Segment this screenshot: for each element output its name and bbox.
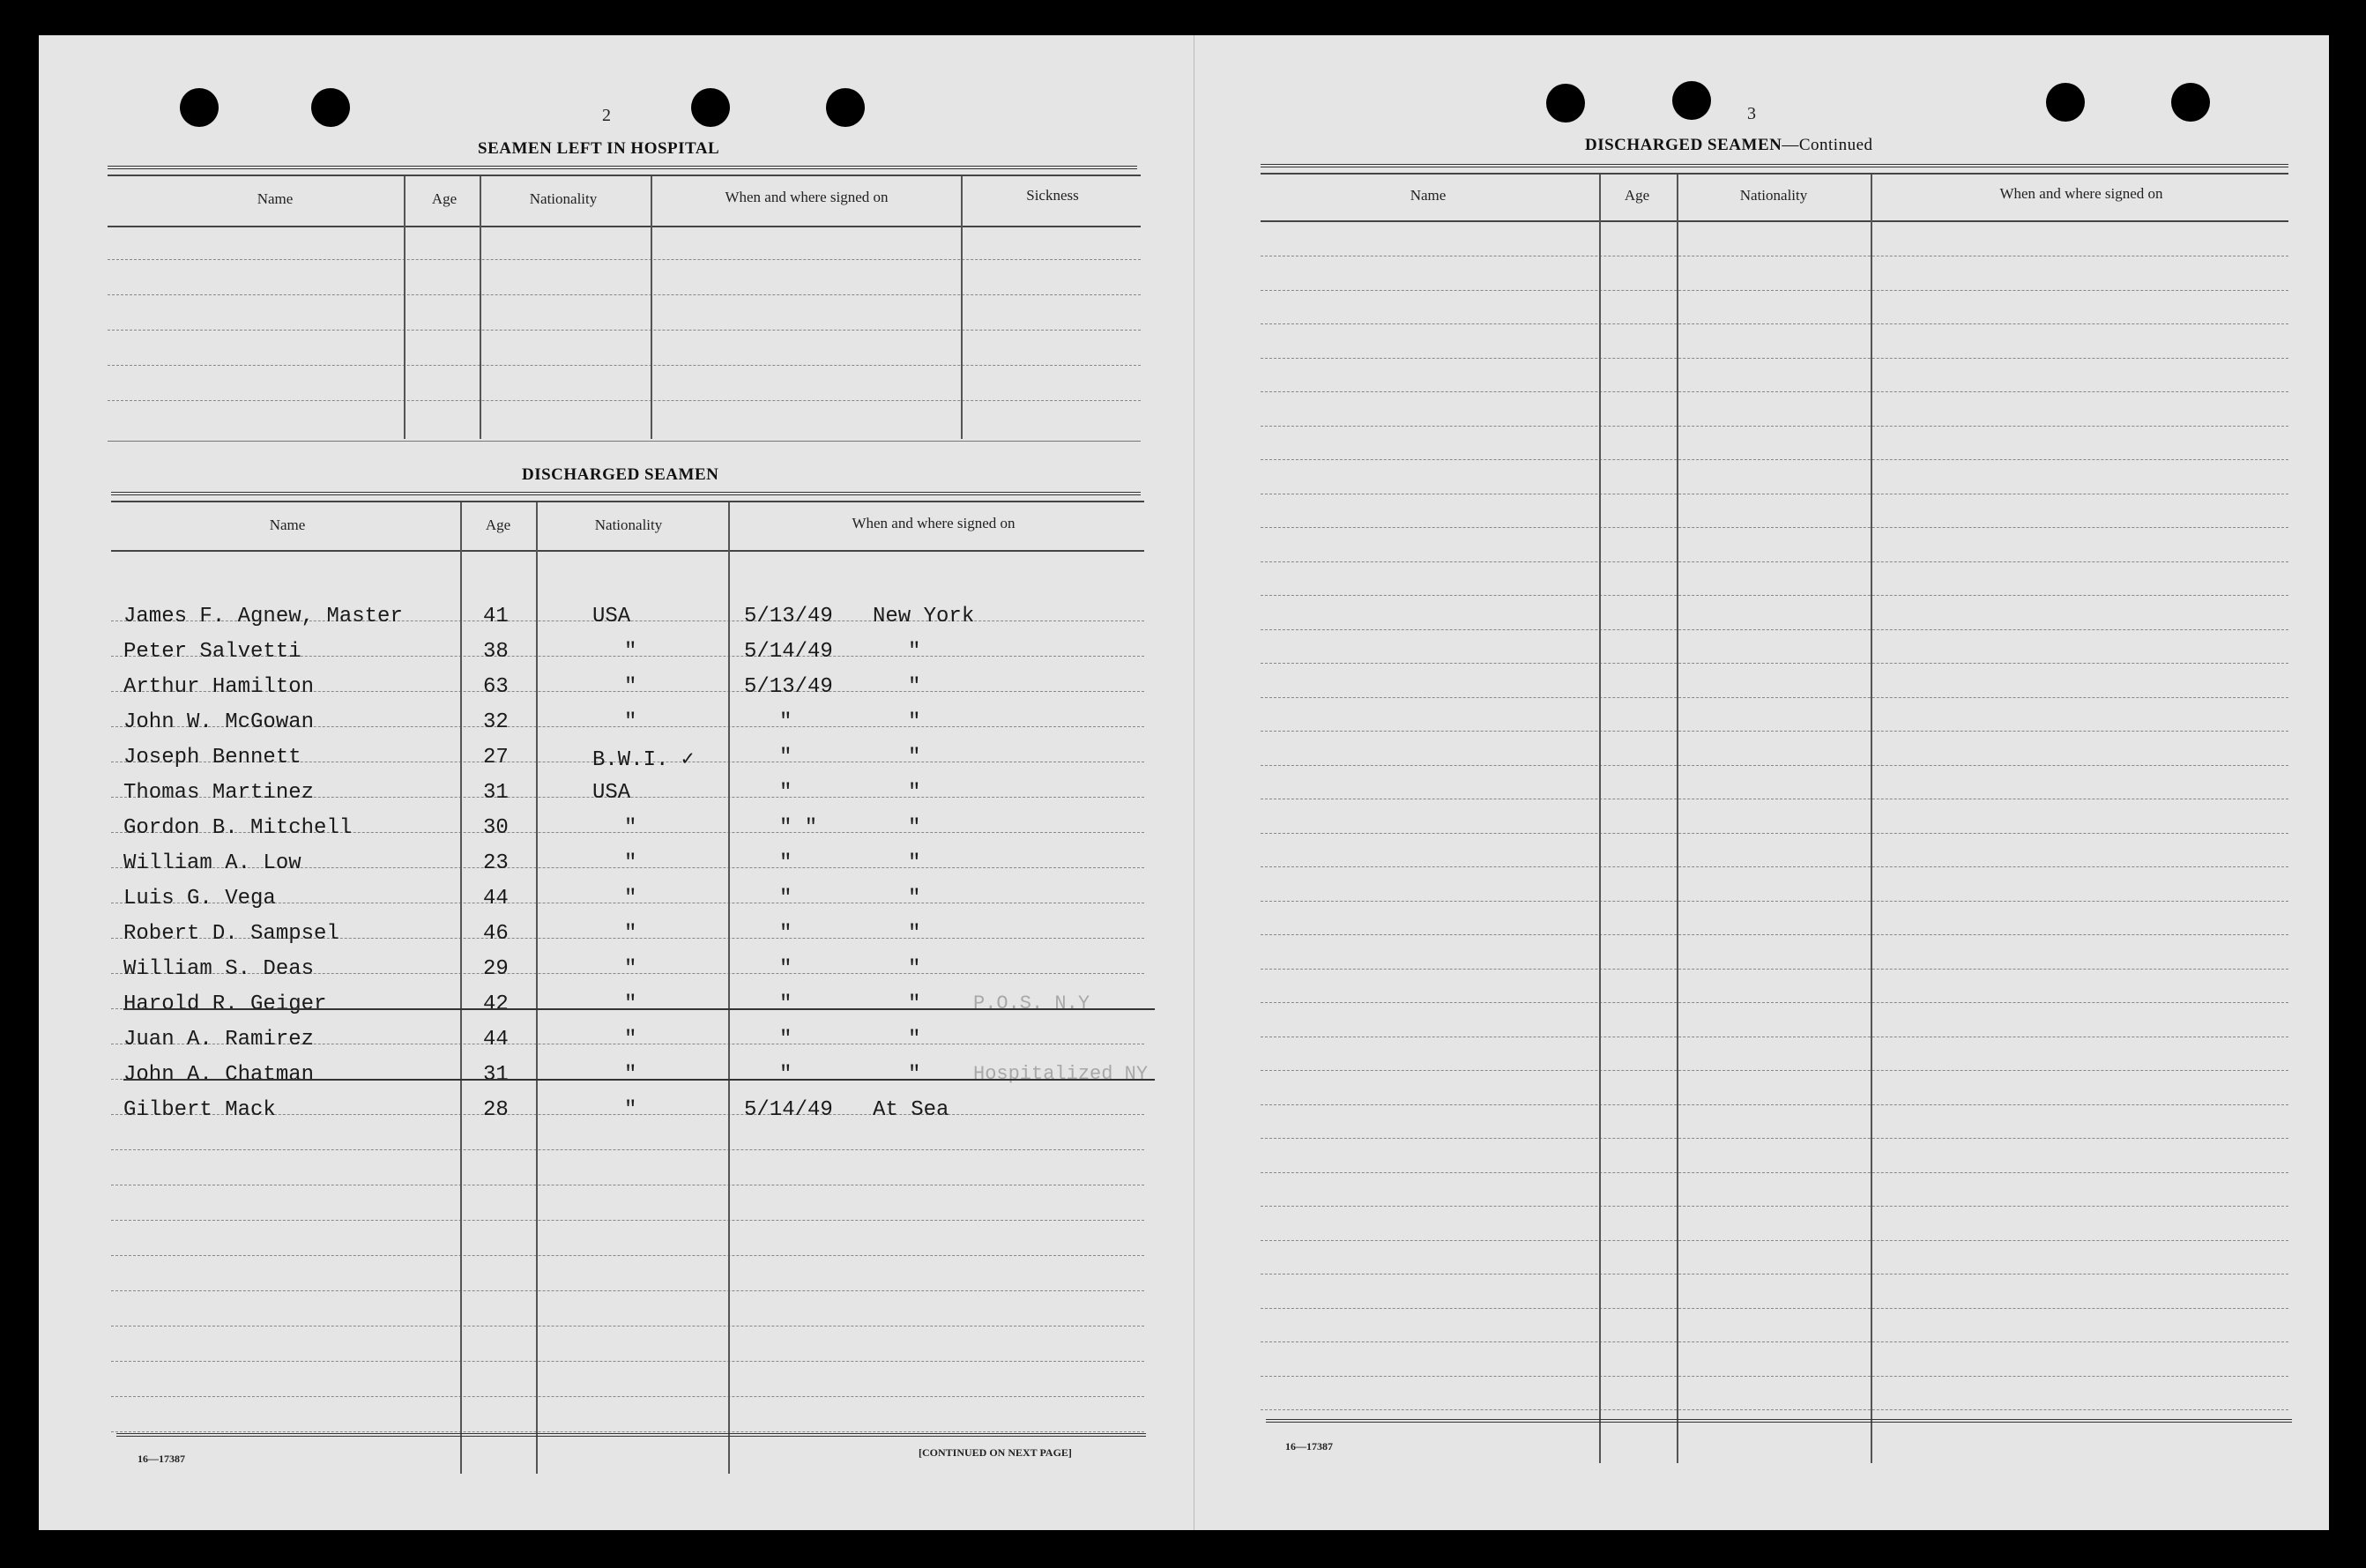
- seaman-age: 31: [483, 781, 509, 805]
- seaman-name: Gordon B. Mitchell: [123, 816, 353, 840]
- ruled-line: [111, 1220, 1144, 1221]
- ruled-line: [1261, 1172, 2288, 1173]
- ruled-line: [1261, 323, 2288, 324]
- seaman-nationality: B.W.I. ✓: [592, 748, 695, 772]
- signed-on-place: ": [908, 1063, 921, 1087]
- seaman-nationality: ": [624, 922, 637, 946]
- punch-hole: [311, 88, 350, 127]
- seaman-age: 42: [483, 992, 509, 1016]
- ruled-line: [1261, 765, 2288, 766]
- strikethrough-line: [123, 1008, 1155, 1010]
- ruled-line: [1261, 426, 2288, 427]
- ruled-line: [1261, 1138, 2288, 1139]
- seaman-age: 44: [483, 887, 509, 910]
- seaman-age: 29: [483, 957, 509, 981]
- signed-on-place: ": [908, 851, 921, 875]
- seaman-note: Hospitalized NY: [973, 1063, 1149, 1085]
- seaman-age: 32: [483, 710, 509, 734]
- ruled-line: [1261, 833, 2288, 834]
- ruled-line: [1261, 629, 2288, 630]
- hospital-col-age: Age: [431, 190, 458, 207]
- signed-on-date: ": [779, 922, 792, 946]
- ruled-line: [1261, 595, 2288, 596]
- right-section-title-main: DISCHARGED SEAMEN: [1585, 136, 1782, 154]
- ruled-line: [1261, 663, 2288, 664]
- seaman-nationality: ": [624, 640, 637, 664]
- right-col-signed-on: When and where signed on: [1999, 185, 2163, 202]
- ruled-line: [1261, 1206, 2288, 1207]
- seaman-name: Luis G. Vega: [123, 887, 276, 910]
- seaman-age: 38: [483, 640, 509, 664]
- ruled-line: [1261, 1409, 2288, 1410]
- right-section-title: [1585, 136, 1873, 155]
- signed-on-date: ": [779, 992, 792, 1016]
- signed-on-place: ": [908, 816, 921, 840]
- hospital-col-name: Name: [257, 190, 294, 207]
- seaman-nationality: USA: [592, 605, 631, 628]
- signed-on-date: 5/13/49: [744, 605, 833, 628]
- seaman-nationality: ": [624, 992, 637, 1016]
- seaman-name: William S. Deas: [123, 957, 315, 981]
- ruled-line: [111, 1431, 1144, 1432]
- seaman-age: 30: [483, 816, 509, 840]
- seaman-age: 44: [483, 1028, 509, 1052]
- ruled-line: [111, 1396, 1144, 1397]
- signed-on-place: At Sea: [873, 1098, 949, 1122]
- ruled-line: [1261, 1104, 2288, 1105]
- punch-hole: [691, 88, 730, 127]
- seaman-name: Peter Salvetti: [123, 640, 301, 664]
- seaman-age: 28: [483, 1098, 509, 1122]
- signed-on-place: ": [908, 781, 921, 805]
- punch-hole: [826, 88, 865, 127]
- ruled-line: [1261, 290, 2288, 291]
- punch-hole: [180, 88, 219, 127]
- right-section-title-suffix: —Continued: [1782, 136, 1873, 154]
- seaman-nationality: ": [624, 957, 637, 981]
- ruled-line: [1261, 1240, 2288, 1241]
- signed-on-date: " ": [779, 816, 818, 840]
- ruled-line: [111, 1255, 1144, 1256]
- ruled-line: [1261, 731, 2288, 732]
- discharged-section-title: DISCHARGED SEAMEN: [522, 465, 719, 484]
- seaman-name: William A. Low: [123, 851, 301, 875]
- signed-on-place: ": [908, 710, 921, 734]
- signed-on-place: ": [908, 640, 921, 664]
- seaman-nationality: ": [624, 851, 637, 875]
- signed-on-date: ": [779, 887, 792, 910]
- seaman-name: Arthur Hamilton: [123, 675, 315, 699]
- seaman-age: 23: [483, 851, 509, 875]
- strikethrough-line: [123, 1079, 1155, 1081]
- seaman-age: 27: [483, 746, 509, 769]
- seaman-age: 41: [483, 605, 509, 628]
- seaman-nationality: ": [624, 675, 637, 699]
- signed-on-date: ": [779, 957, 792, 981]
- seaman-nationality: ": [624, 1028, 637, 1052]
- ruled-line: [1261, 1308, 2288, 1309]
- ruled-line: [111, 1149, 1144, 1150]
- punch-hole: [2171, 83, 2210, 122]
- signed-on-place: ": [908, 922, 921, 946]
- ruled-line: [1261, 1070, 2288, 1071]
- ruled-line: [1261, 901, 2288, 902]
- signed-on-date: 5/14/49: [744, 640, 833, 664]
- seaman-nationality: ": [624, 887, 637, 910]
- ruled-line: [111, 1290, 1144, 1291]
- ruled-line: [1261, 969, 2288, 970]
- ruled-line: [111, 1361, 1144, 1362]
- signed-on-date: ": [779, 746, 792, 769]
- ruled-line: [1261, 561, 2288, 562]
- seaman-name: Thomas Martinez: [123, 781, 315, 805]
- signed-on-place: New York: [873, 605, 975, 628]
- ruled-line: [1261, 358, 2288, 359]
- seaman-name: Juan A. Ramirez: [123, 1028, 315, 1052]
- ruled-line: [1261, 459, 2288, 460]
- punch-hole: [1672, 81, 1711, 120]
- seaman-name: James F. Agnew, Master: [123, 605, 403, 628]
- seaman-name: Harold R. Geiger: [123, 992, 327, 1016]
- ruled-line: [1261, 1341, 2288, 1342]
- ruled-line: [1261, 866, 2288, 867]
- signed-on-date: ": [779, 710, 792, 734]
- seaman-age: 46: [483, 922, 509, 946]
- hospital-col-nationality: Nationality: [529, 190, 598, 207]
- seaman-name: John A. Chatman: [123, 1063, 315, 1087]
- hospital-col-signed-on: When and where signed on: [725, 189, 889, 205]
- ruled-line: [1261, 527, 2288, 528]
- punch-hole: [1546, 84, 1585, 123]
- seaman-name: Robert D. Sampsel: [123, 922, 339, 946]
- discharged-col-signed-on: When and where signed on: [852, 515, 1016, 531]
- signed-on-place: ": [908, 1028, 921, 1052]
- seaman-nationality: ": [624, 710, 637, 734]
- right-col-nationality: Nationality: [1739, 187, 1808, 204]
- discharged-col-name: Name: [269, 516, 306, 533]
- form-number-left: 16—17387: [138, 1453, 185, 1465]
- page-number-right: 3: [1747, 104, 1756, 123]
- discharged-col-nationality: Nationality: [594, 516, 663, 533]
- seaman-age: 31: [483, 1063, 509, 1087]
- ruled-line: [1261, 1002, 2288, 1003]
- continued-note: [CONTINUED ON NEXT PAGE]: [919, 1446, 1072, 1459]
- seaman-nationality: ": [624, 1063, 637, 1087]
- ruled-line: [1261, 934, 2288, 935]
- right-col-age: Age: [1624, 187, 1650, 204]
- seaman-name: Gilbert Mack: [123, 1098, 276, 1122]
- seaman-nationality: ": [624, 1098, 637, 1122]
- signed-on-date: ": [779, 1063, 792, 1087]
- signed-on-date: 5/13/49: [744, 675, 833, 699]
- form-number-right: 16—17387: [1285, 1440, 1333, 1453]
- signed-on-place: ": [908, 887, 921, 910]
- ruled-line: [1261, 391, 2288, 392]
- signed-on-place: ": [908, 746, 921, 769]
- signed-on-place: ": [908, 992, 921, 1016]
- page-number-left: 2: [602, 106, 611, 125]
- document-sheet: [39, 35, 2329, 1530]
- hospital-section-title: SEAMEN LEFT IN HOSPITAL: [478, 139, 720, 158]
- punch-hole: [2046, 83, 2085, 122]
- ruled-line: [1261, 1376, 2288, 1377]
- seaman-name: Joseph Bennett: [123, 746, 301, 769]
- seaman-name: John W. McGowan: [123, 710, 315, 734]
- signed-on-date: 5/14/49: [744, 1098, 833, 1122]
- signed-on-date: ": [779, 1028, 792, 1052]
- seaman-age: 63: [483, 675, 509, 699]
- seaman-nationality: ": [624, 816, 637, 840]
- hospital-col-sickness: Sickness: [1026, 187, 1079, 204]
- signed-on-date: ": [779, 781, 792, 805]
- ruled-line: [1261, 697, 2288, 698]
- signed-on-date: ": [779, 851, 792, 875]
- seaman-nationality: USA: [592, 781, 631, 805]
- discharged-col-age: Age: [485, 516, 511, 533]
- right-col-name: Name: [1410, 187, 1447, 204]
- signed-on-place: ": [908, 675, 921, 699]
- seaman-note: P.O.S. N.Y: [973, 992, 1090, 1014]
- signed-on-place: ": [908, 957, 921, 981]
